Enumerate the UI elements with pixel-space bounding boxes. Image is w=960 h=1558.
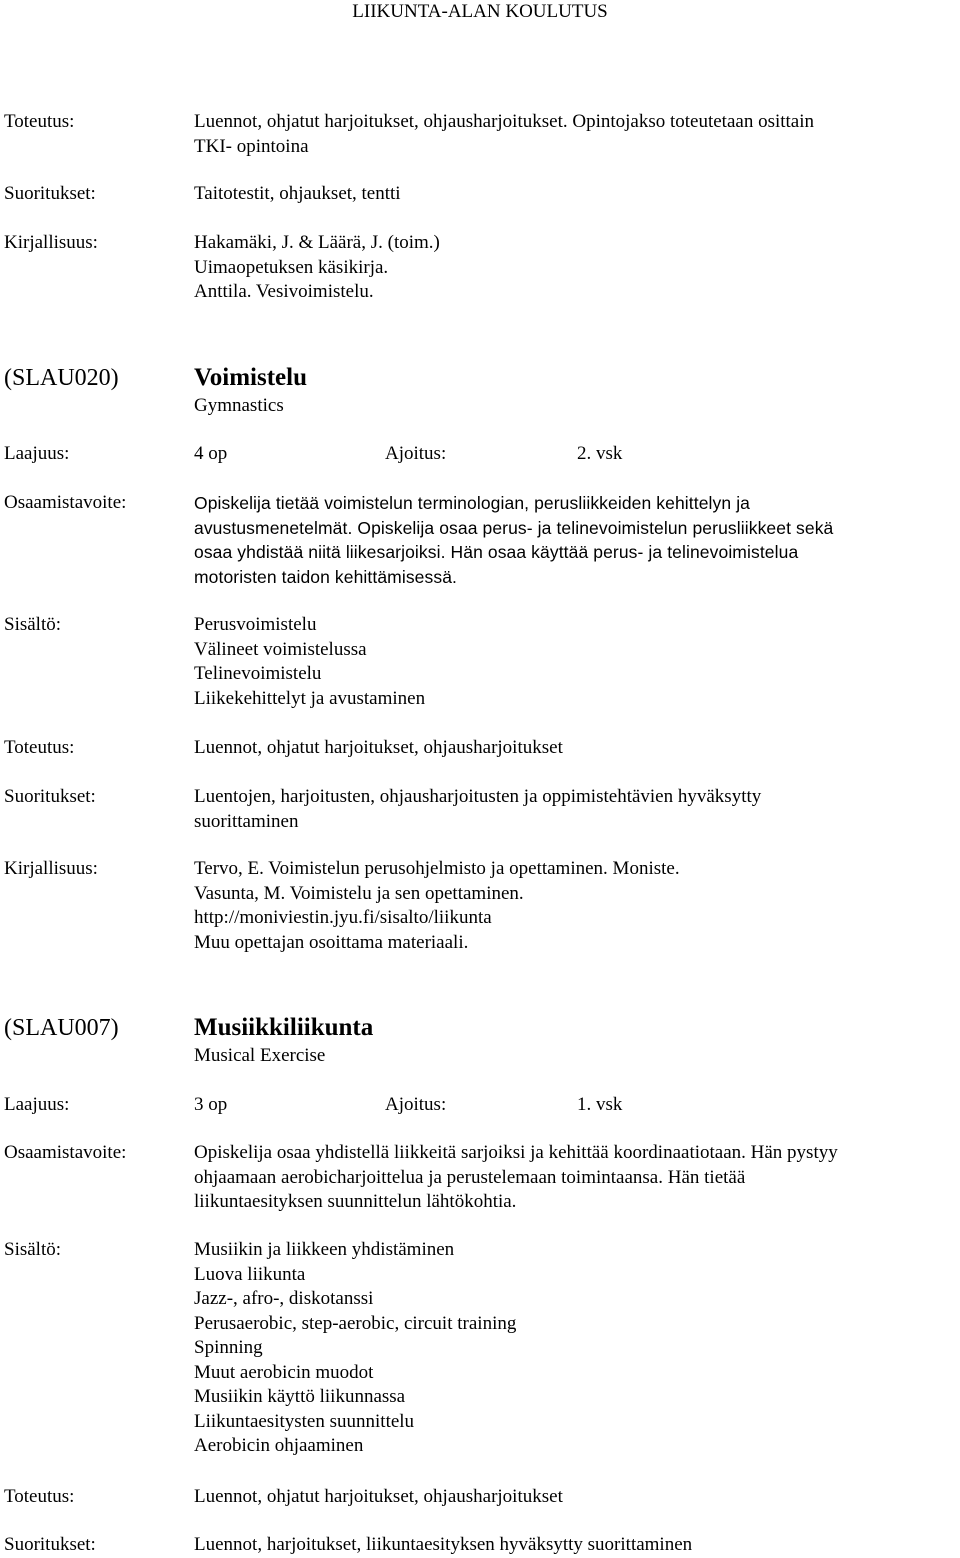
text-line: liikuntaesityksen suunnittelun lähtökohtia.: [194, 1191, 517, 1212]
list-item: Spinning: [194, 1337, 263, 1358]
course-title: Voimistelu: [194, 364, 307, 391]
toteutus-value: [194, 1485, 958, 1510]
text-line: http://moniviestin.jyu.fi/sisalto/liikunta: [194, 907, 492, 928]
text-line: avustusmenetelmät. Opiskelija osaa perus- ja telinevoimistelun perusliikkeet sekä: [194, 517, 834, 538]
course-subtitle: Gymnastics: [194, 395, 284, 416]
course-code: (SLAU007): [4, 1015, 119, 1041]
kirjallisuus-value: [194, 231, 958, 305]
text-line: Luennot, harjoitukset, liikuntaesityksen hyväksytty suorittaminen: [194, 1534, 693, 1555]
laajuus-label: Laajuus:: [4, 443, 70, 464]
ajoitus-value: 2. vsk: [577, 443, 623, 464]
suoritukset-label: Suoritukset:: [4, 183, 96, 204]
ajoitus-value: 1. vsk: [577, 1094, 623, 1115]
course-subtitle: Musical Exercise: [194, 1045, 326, 1066]
list-item: Liikekehittelyt ja avustaminen: [194, 687, 426, 709]
list-item: Perusaerobic, step-aerobic, circuit training: [194, 1312, 517, 1334]
osaamistavoite-value: [194, 1141, 958, 1215]
text-line: suorittaminen: [194, 810, 299, 832]
course-heading: [0, 1014, 960, 1074]
suoritukset-value: [194, 785, 958, 834]
list-item: Aerobicin ohjaaminen: [194, 1435, 364, 1456]
sisalto-label: Sisältö:: [4, 614, 62, 635]
list-item: Jazz-, afro-, diskotanssi: [194, 1288, 374, 1309]
list-item: Musiikin käyttö liikunnassa: [194, 1386, 406, 1407]
text-line: Tervo, E. Voimistelun perusohjelmisto ja opettaminen. Moniste.: [194, 858, 680, 879]
text-line: Muu opettajan osoittama materiaali.: [194, 931, 469, 953]
text-line: ohjaamaan aerobicharjoittelua ja perustelemaan toimintaansa. Hän tietää: [194, 1166, 746, 1188]
laajuus-value: 3 op: [194, 1094, 228, 1115]
ajoitus-label: Ajoitus:: [385, 443, 447, 464]
text-line: Taitotestit, ohjaukset, tentti: [194, 183, 401, 204]
course-title: Musiikkiliikunta: [194, 1014, 374, 1041]
list-item: Välineet voimistelussa: [194, 638, 367, 660]
list-item: Perusvoimistelu: [194, 614, 317, 635]
text-line: Luennot, ohjatut harjoitukset, ohjausharjoitukset: [194, 737, 563, 758]
course-heading: [0, 364, 960, 424]
toteutus-label: Toteutus:: [4, 111, 75, 132]
kirjallisuus-value: [194, 857, 958, 955]
kirjallisuus-label: Kirjallisuus:: [4, 858, 98, 879]
osaamistavoite-label: Osaamistavoite:: [4, 492, 127, 513]
text-line: Opiskelija osaa yhdistellä liikkeitä sarjoiksi ja kehittää koordinaatiotaan. Hän pystyy: [194, 1142, 838, 1163]
text-line: motoristen taidon kehittämisessä.: [194, 566, 458, 587]
text-line: Luennot, ohjatut harjoitukset, ohjausharjoitukset. Opintojakso toteutetaan osittain: [194, 111, 815, 132]
sisalto-label: Sisältö:: [4, 1239, 62, 1260]
list-item: Telinevoimistelu: [194, 663, 322, 684]
document-header: LIIKUNTA-ALAN KOULUTUS: [352, 1, 608, 22]
text-line: Opiskelija tietää voimistelun terminologian, perusliikkeiden kehittelyn ja: [194, 493, 751, 513]
text-line: Uimaopetuksen käsikirja.: [194, 256, 389, 278]
kirjallisuus-label: Kirjallisuus:: [4, 232, 98, 253]
text-line: TKI- opintoina: [194, 135, 309, 157]
sisalto-value: [194, 1238, 958, 1459]
laajuus-label: Laajuus:: [4, 1094, 70, 1115]
text-line: Luentojen, harjoitusten, ohjausharjoitusten ja oppimistehtävien hyväksytty: [194, 786, 762, 807]
toteutus-value: [194, 736, 958, 761]
suoritukset-value: [194, 182, 958, 207]
suoritukset-value: [194, 1533, 958, 1558]
ajoitus-label: Ajoitus:: [385, 1094, 447, 1115]
laajuus-value: 4 op: [194, 443, 228, 464]
toteutus-label: Toteutus:: [4, 1486, 75, 1507]
text-line: Vasunta, M. Voimistelu ja sen opettaminen.: [194, 882, 524, 904]
list-item: Liikuntaesitysten suunnittelu: [194, 1410, 415, 1432]
toteutus-value: [194, 110, 958, 159]
text-line: Luennot, ohjatut harjoitukset, ohjausharjoitukset: [194, 1486, 563, 1507]
list-item: Luova liikunta: [194, 1263, 306, 1285]
text-line: Hakamäki, J. & Läärä, J. (toim.): [194, 232, 440, 253]
list-item: Musiikin ja liikkeen yhdistäminen: [194, 1239, 455, 1260]
toteutus-label: Toteutus:: [4, 737, 75, 758]
osaamistavoite-label: Osaamistavoite:: [4, 1142, 127, 1163]
sisalto-value: [194, 613, 958, 711]
text-line: Anttila. Vesivoimistelu.: [194, 281, 374, 302]
course-code: (SLAU020): [4, 365, 119, 391]
osaamistavoite-value: [194, 491, 958, 589]
list-item: Muut aerobicin muodot: [194, 1361, 374, 1383]
suoritukset-label: Suoritukset:: [4, 786, 96, 807]
text-line: osaa yhdistää niitä liikesarjoiksi. Hän osaa käyttää perus- ja telinevoimistelua: [194, 542, 799, 562]
suoritukset-label: Suoritukset:: [4, 1534, 96, 1555]
